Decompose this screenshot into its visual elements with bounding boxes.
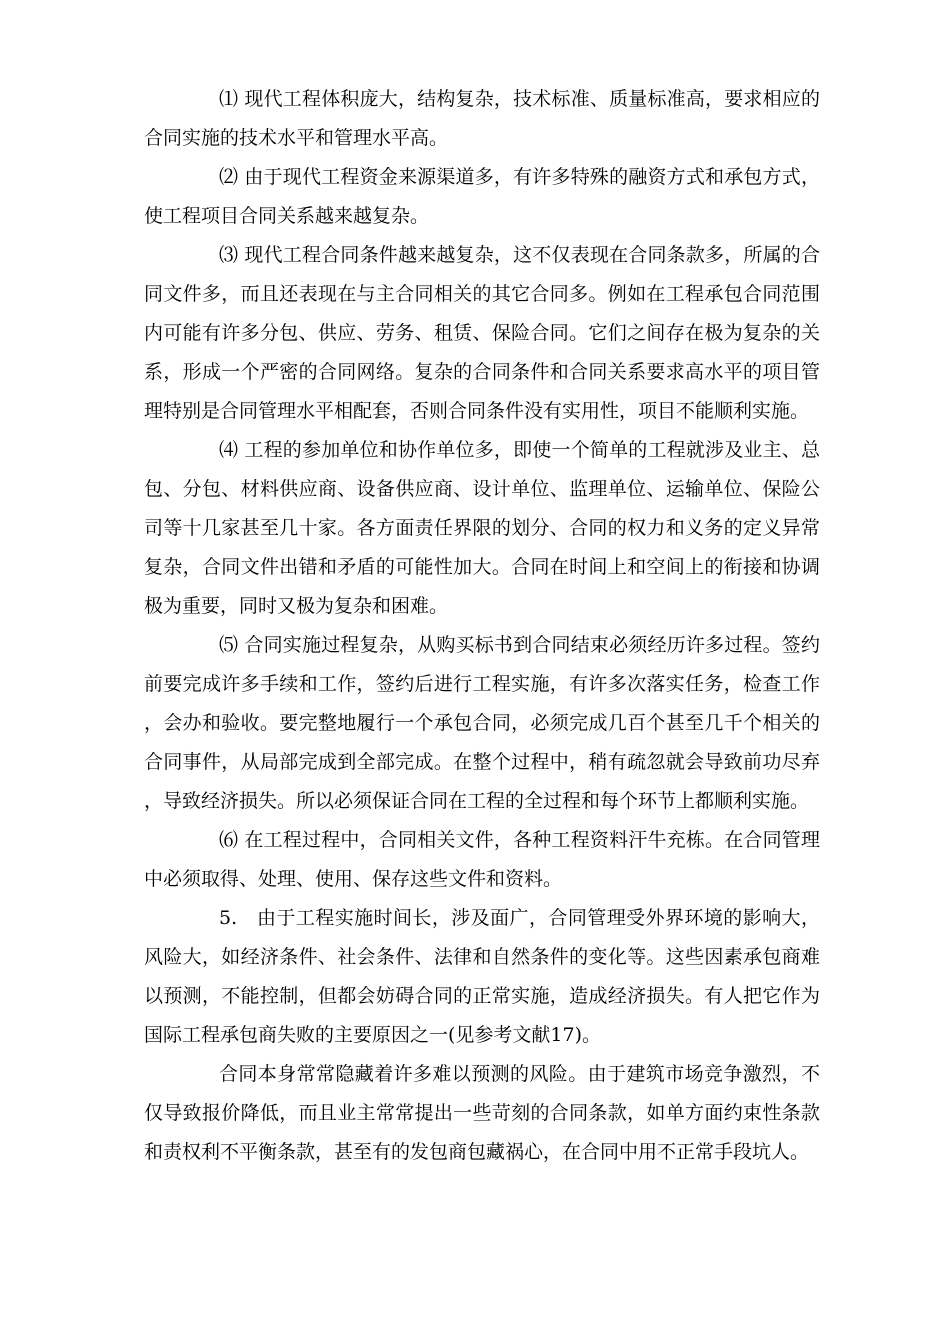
paragraph-item-7: 5. 由于工程实施时间长，涉及面广，合同管理受外界环境的影响大，风险大，如经济条件、社会条件、法律和自然条件的变化等。这些因素承包商难以预测，不能控制，但都会妨碍合同的正常实施，造成经济损失。有人把它作为国际工程承包商失败的主要原因之一(见参考文献17)。 [144, 907, 820, 1046]
paragraph-item-4: ⑷ 工程的参加单位和协作单位多，即使一个简单的工程就涉及业主、总包、分包、材料供应商、设备供应商、设计单位、监理单位、运输单位、保险公司等十几家甚至几十家。各方面责任界限的划分、合同的权力和义务的定义异常复杂，合同文件出错和矛盾的可能性加大。合同在时间上和空间上的衔接和协调极为重要，同时又极为复杂和困难。 [144, 439, 820, 617]
document-page [144, 80, 820, 1172]
paragraph-item-1: ⑴ 现代工程体积庞大，结构复杂，技术标准、质量标准高，要求相应的合同实施的技术水平和管理水平高。 [144, 88, 820, 149]
paragraph-item-6: ⑹ 在工程过程中，合同相关文件，各种工程资料汗牛充栋。在合同管理中必须取得、处理、使用、保存这些文件和资料。 [144, 829, 820, 890]
paragraph-item-3: ⑶ 现代工程合同条件越来越复杂，这不仅表现在合同条款多，所属的合同文件多，而且还表现在与主合同相关的其它合同多。例如在工程承包合同范围内可能有许多分包、供应、劳务、租赁、保险合同。它们之间存在极为复杂的关系，形成一个严密的合同网络。复杂的合同条件和合同关系要求高水平的项目管理特别是合同管理水平相配套，否则合同条件没有实用性，项目不能顺利实施。 [144, 244, 820, 422]
paragraph-item-8: 合同本身常常隐藏着许多难以预测的风险。由于建筑市场竞争激烈，不仅导致报价降低，而且业主常常提出一些苛刻的合同条款，如单方面约束性条款和责权利不平衡条款，甚至有的发包商包藏祸心，在合同中用不正常手段坑人。 [144, 1063, 820, 1163]
paragraph-item-2: ⑵ 由于现代工程资金来源渠道多，有许多特殊的融资方式和承包方式， 使工程项目合同关系越来越复杂。 [144, 166, 820, 227]
paragraph-item-5: ⑸ 合同实施过程复杂，从购买标书到合同结束必须经历许多过程。签约前要完成许多手续和工作，签约后进行工程实施，有许多次落实任务，检查工作，会办和验收。要完整地履行一个承包合同，必须完成几百个甚至几千个相关的合同事件，从局部完成到全部完成。在整个过程中，稍有疏忽就会导致前功尽弃，导致经济损失。所以必须保证合同在工程的全过程和每个环节上都顺利实施。 [144, 634, 820, 812]
